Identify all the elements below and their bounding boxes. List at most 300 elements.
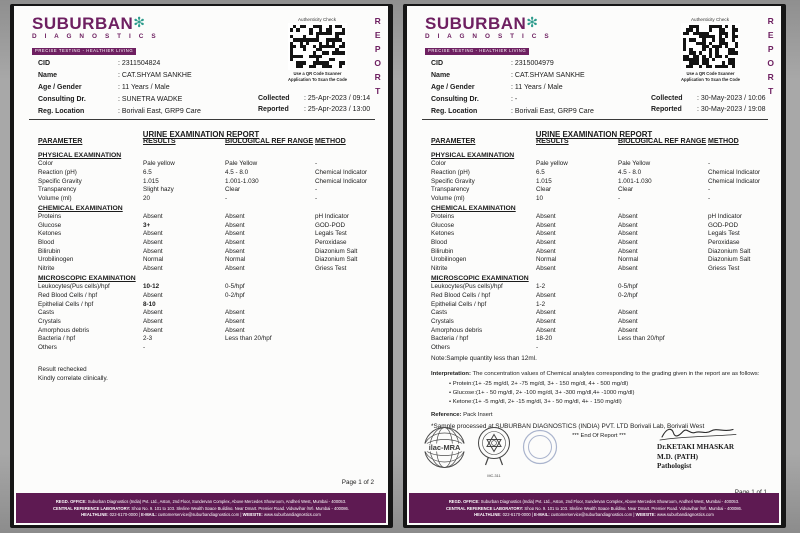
results-table (431, 151, 771, 353)
column-headers: PARAMETER RESULTS BIOLOGICAL REF RANGE METHOD (431, 137, 739, 145)
table-row (431, 335, 771, 344)
report-letter: R (374, 16, 381, 26)
table-cell: Clear (536, 186, 552, 194)
table-cell (618, 301, 708, 310)
age-value: : 11 Years / Male (118, 83, 170, 91)
table-row (431, 292, 771, 301)
table-row (38, 335, 378, 344)
table-cell: Leukocytes(Pus cells)/hpf (431, 283, 503, 291)
table-cell: Proteins (38, 213, 62, 221)
table-cell: 1.001-1.030 (618, 177, 652, 185)
table-cell: Epithelial Cells / hpf (38, 300, 94, 308)
report-vertical-label (767, 17, 774, 96)
table-cell: Diazonium Salt (708, 247, 751, 255)
info-row-doctor: Consulting Dr. : SUNETRA WADKE (38, 95, 183, 103)
sample-processed-line: *Sample processed at SUBURBAN DIAGNOSTICS (INDIA) PVT. LTD Borivali Lab, Borivali West (431, 423, 705, 431)
table-row (431, 195, 771, 204)
table-cell: Absent (143, 317, 163, 325)
table-cell: Absent (225, 309, 245, 317)
qr-code (290, 25, 345, 68)
table-row (38, 186, 378, 195)
page-footer (409, 493, 779, 523)
table-cell: Transparency (431, 186, 470, 194)
table-cell: 1.001-1.030 (225, 177, 259, 185)
table-cell: Absent (618, 213, 638, 221)
table-cell: Ketones (38, 230, 62, 238)
table-row (38, 195, 378, 204)
patient-info (431, 58, 594, 117)
table-cell: Bacteria / hpf (38, 335, 76, 343)
signature (657, 425, 739, 442)
table-cell: Normal (143, 256, 164, 264)
report-letter: E (767, 30, 774, 40)
table-cell: 0-2/hpf (225, 291, 245, 299)
table-row (38, 344, 378, 353)
table-cell: Normal (536, 256, 557, 264)
section-heading: PHYSICAL EXAMINATION (431, 152, 515, 159)
pathologist-signature-block (657, 425, 739, 472)
collected-value: : 30-May-2023 / 10:06 (697, 95, 766, 103)
table-row (38, 256, 378, 265)
footer-line: CENTRAL REFERENCE LABORATORY: Shop No. 9, 101 to 103, Skyline Wealth Space Building, Near Dmart, Premier Road, Vidyavihar (W), Mumbai - 400086. (445, 505, 742, 511)
table-cell: Absent (536, 239, 556, 247)
table-cell: - (315, 160, 318, 168)
sample-quantity-note: Note:Sample quantity less than 12ml. (431, 355, 537, 362)
report-letter: T (375, 86, 381, 96)
table-row (431, 265, 771, 274)
table-cell: 3+ (143, 221, 151, 229)
report-letter: O (767, 58, 774, 68)
table-cell: Legals Test (315, 230, 347, 238)
table-cell (708, 318, 771, 327)
table-row (38, 318, 378, 327)
collection-times: Collected : 30-May-2023 / 10:06 Reported : 30-May-2023 / 19:08 (651, 95, 766, 114)
table-cell: Absent (225, 221, 245, 229)
table-cell: Peroxidase (315, 239, 347, 247)
accreditation-seals (423, 426, 558, 478)
results-table (38, 151, 378, 353)
table-cell: Chemical Indicator (315, 168, 368, 176)
table-cell: Normal (225, 256, 246, 264)
table-cell: Absent (143, 239, 163, 247)
table-cell: pH Indicator (315, 213, 349, 221)
table-cell: Absent (618, 239, 638, 247)
table-row (38, 160, 378, 169)
table-cell: Chemical Indicator (708, 168, 761, 176)
flower-icon: ✻ (526, 14, 539, 30)
brand-name: SUBURBAN (425, 14, 527, 33)
table-cell: Others (431, 343, 450, 351)
table-row (431, 327, 771, 336)
table-cell: Absent (536, 291, 556, 299)
header-divider (29, 119, 375, 120)
table-cell: Absent (143, 309, 163, 317)
table-row (38, 248, 378, 257)
table-cell: - (536, 343, 539, 351)
lab-stamp (522, 429, 558, 465)
table-cell (708, 309, 771, 318)
report-letter: T (768, 86, 774, 96)
table-cell: Absent (618, 326, 638, 334)
report-letter: R (767, 72, 774, 82)
table-cell: Absent (536, 213, 556, 221)
table-cell: - (315, 186, 318, 194)
info-row-cid: CID : 2311504824 (38, 60, 161, 68)
table-row (38, 239, 378, 248)
table-cell: 10 (536, 195, 544, 203)
brand-name: SUBURBAN (32, 14, 134, 33)
brand-tagline: PRECISE TESTING - HEALTHIER LIVING (425, 48, 529, 55)
section-heading: MICROSCOPIC EXAMINATION (38, 274, 136, 282)
table-cell: Amorphous debris (38, 326, 90, 334)
table-cell: 0-2/hpf (618, 291, 638, 299)
table-cell (708, 301, 771, 310)
table-cell: 2-3 (143, 335, 153, 343)
table-cell: Pale Yellow (618, 160, 651, 168)
table-cell: Chemical Indicator (708, 177, 761, 185)
table-cell: Peroxidase (708, 239, 740, 247)
table-row (38, 301, 378, 310)
table-cell: 6.5 (536, 168, 545, 176)
page-footer (16, 493, 386, 523)
table-cell: Diazonium Salt (708, 256, 751, 264)
page-number: Page 1 of 2 (341, 479, 374, 486)
table-cell: Slight hazy (143, 186, 174, 194)
doctor-value: : - (511, 95, 518, 103)
table-row (431, 256, 771, 265)
report-vertical-label (374, 17, 381, 96)
table-cell: Casts (38, 309, 55, 317)
table-cell: Epithelial Cells / hpf (431, 300, 487, 308)
info-row-location: Reg. Location : Borivali East, GRP9 Care (431, 107, 594, 115)
interpretation-bullet: • Ketone:(1+ -5 mg/dl, 2+ -15 mg/dl, 3+ - 50 mg/dl, 4+ - 150 mg/dl) (431, 399, 767, 407)
report-letter: R (767, 16, 774, 26)
footer-line: HEALTHLINE: 022-6170-0000 | E-MAIL: customerservice@suburbandiagnostics.com | WEBSITE: www.suburbandiagnostics.com (81, 512, 321, 518)
table-row (38, 309, 378, 318)
table-cell (225, 344, 315, 353)
pathologist-name: Dr.KETAKI MHASKAR (657, 443, 735, 451)
table-cell: 1.015 (143, 177, 159, 185)
table-row (431, 222, 771, 231)
patient-info (38, 58, 201, 117)
table-cell: Pale yellow (143, 160, 175, 168)
table-cell: Urobilinogen (38, 256, 74, 264)
table-cell: Amorphous debris (431, 326, 483, 334)
table-cell: Griess Test (315, 265, 347, 273)
info-row-cid: CID : 2315004979 (431, 60, 554, 68)
table-row (431, 160, 771, 169)
table-cell: Pale Yellow (225, 160, 258, 168)
table-cell (315, 327, 378, 336)
table-cell: Absent (143, 247, 163, 255)
report-letter: P (374, 44, 381, 54)
age-value: : 11 Years / Male (511, 83, 563, 91)
section-heading: MICROSCOPIC EXAMINATION (431, 274, 529, 282)
table-row (431, 344, 771, 353)
table-cell: Nitrite (431, 265, 448, 273)
table-cell: Absent (536, 230, 556, 238)
table-cell: - (708, 160, 711, 168)
flower-icon: ✻ (133, 14, 146, 30)
table-cell: Less than 20/hpf (618, 335, 665, 343)
report-letter: P (767, 44, 774, 54)
table-row (38, 169, 378, 178)
table-cell: Others (38, 343, 57, 351)
table-cell: Absent (618, 317, 638, 325)
table-cell: - (143, 343, 146, 351)
table-cell: Absent (225, 317, 245, 325)
table-cell: Red Blood Cells / hpf (38, 291, 98, 299)
authenticity-label: Authenticity Check (690, 17, 730, 22)
footer-line: REGD. OFFICE: Suburban Diagnostics (India) Pvt. Ltd., Aston, 2nd Floor, Sundervan Complex, Above Mercedes Showroom, Andheri West, Mumbai - 400053. (55, 498, 347, 504)
table-cell: Bacteria / hpf (431, 335, 469, 343)
doctor-value: : SUNETRA WADKE (118, 95, 183, 103)
footer-line: CENTRAL REFERENCE LABORATORY: Shop No. 9, 101 to 103, Skyline Wealth Space Building, Near Dmart, Premier Road, Vidyavihar (W), Mumbai - 400086. (52, 505, 349, 511)
table-cell: Nitrite (38, 265, 55, 273)
table-cell: 20 (143, 195, 151, 203)
table-cell: Absent (143, 265, 163, 273)
table-row (431, 186, 771, 195)
table-cell: 10-12 (143, 283, 160, 291)
info-row-location: Reg. Location : Borivali East, GRP9 Care (38, 107, 201, 115)
footer-line: REGD. OFFICE: Suburban Diagnostics (India) Pvt. Ltd., Aston, 2nd Floor, Sundervan Complex, Above Mercedes Showroom, Andheri West, Mumbai - 400053. (448, 498, 740, 504)
table-row (38, 265, 378, 274)
table-cell: 0-5/hpf (618, 283, 638, 291)
table-cell: 1-2 (536, 300, 546, 308)
table-cell: Griess Test (708, 265, 740, 273)
table-cell: Color (38, 160, 54, 168)
table-row (431, 213, 771, 222)
table-cell: Blood (431, 239, 448, 247)
table-cell: Pale yellow (536, 160, 568, 168)
table-cell: Absent (618, 221, 638, 229)
table-cell (708, 335, 771, 344)
table-row (38, 292, 378, 301)
table-cell: Crystals (38, 317, 61, 325)
report-letter: O (374, 58, 381, 68)
footer-line: HEALTHLINE: 022-6170-0000 | E-MAIL: customerservice@suburbandiagnostics.com | WEBSITE: www.suburbandiagnostics.com (474, 512, 714, 518)
report-title: URINE EXAMINATION REPORT (142, 130, 260, 139)
brand-logo (425, 15, 552, 56)
table-cell: Normal (618, 256, 639, 264)
table-row (431, 230, 771, 239)
table-cell: Blood (38, 239, 55, 247)
table-cell (315, 301, 378, 310)
table-cell (708, 292, 771, 301)
nabl-seal-number: MC-311 (487, 474, 501, 478)
table-cell: Absent (225, 239, 245, 247)
info-row-doctor: Consulting Dr. : - (431, 95, 518, 103)
info-row-name: Name : CAT.SHYAM SANKHE (38, 72, 192, 80)
table-row (431, 309, 771, 318)
table-cell: Absent (225, 326, 245, 334)
table-cell: Crystals (431, 317, 454, 325)
table-cell (315, 344, 378, 353)
table-cell: Casts (431, 309, 448, 317)
table-cell: Volume (ml) (38, 195, 72, 203)
table-cell: Proteins (431, 213, 455, 221)
table-cell: - (618, 195, 621, 203)
brand-subtitle: D I A G N O S T I C S (425, 33, 552, 40)
table-cell: Absent (618, 265, 638, 273)
table-cell: Diazonium Salt (315, 256, 358, 264)
table-cell (315, 335, 378, 344)
section-heading: PHYSICAL EXAMINATION (38, 152, 122, 159)
report-letter: E (374, 30, 381, 40)
table-cell (708, 283, 771, 292)
table-cell: Clear (618, 186, 634, 194)
table-cell: Specific Gravity (431, 177, 475, 185)
cid-value: : 2311504824 (118, 60, 161, 68)
table-cell: Absent (143, 213, 163, 221)
table-cell: Absent (225, 247, 245, 255)
interpretation-bullets (431, 381, 767, 407)
table-cell: Absent (225, 213, 245, 221)
table-row (431, 248, 771, 257)
table-cell: 1-2 (536, 283, 546, 291)
collected-value: : 25-Apr-2023 / 09:14 (304, 95, 371, 103)
table-cell: 6.5 (143, 168, 152, 176)
table-cell: Absent (618, 247, 638, 255)
table-cell: Color (431, 160, 447, 168)
table-row (38, 213, 378, 222)
brand-tagline: PRECISE TESTING - HEALTHIER LIVING (32, 48, 136, 55)
table-cell (315, 292, 378, 301)
pathologist-role: Pathologist (657, 462, 692, 471)
table-cell: Absent (225, 265, 245, 273)
report-title: URINE EXAMINATION REPORT (535, 130, 653, 139)
info-row-age: Age / Gender : 11 Years / Male (431, 83, 563, 91)
table-row (431, 169, 771, 178)
table-row (431, 301, 771, 310)
table-cell: pH Indicator (708, 213, 742, 221)
report-page-1 (10, 4, 393, 528)
table-cell: GOD-POD (315, 221, 346, 229)
info-row-age: Age / Gender : 11 Years / Male (38, 83, 170, 91)
interpretation: Interpretation: The concentration values of Chemical analytes corresponding to the grading given in the report are as follows: (431, 371, 760, 378)
table-cell: Glucose (431, 221, 455, 229)
table-cell: Chemical Indicator (315, 177, 368, 185)
table-cell: 0-5/hpf (225, 283, 245, 291)
result-notes: Result rechecked Kindly correlate clinically. (38, 366, 108, 383)
table-row (38, 178, 378, 187)
qr-code (683, 25, 738, 68)
section-heading: CHEMICAL EXAMINATION (38, 204, 123, 212)
table-cell: Absent (143, 326, 163, 334)
pathologist-degree: M.D. (PATH) (657, 452, 699, 461)
report-page-2 (403, 4, 786, 528)
table-cell: Absent (143, 291, 163, 299)
table-row (38, 327, 378, 336)
table-cell: Bilirubin (431, 247, 454, 255)
table-cell: Legals Test (708, 230, 740, 238)
column-headers: PARAMETER RESULTS BIOLOGICAL REF RANGE METHOD (38, 137, 346, 145)
table-cell: Absent (618, 309, 638, 317)
table-cell: - (225, 195, 228, 203)
table-cell: Absent (536, 326, 556, 334)
cid-value: : 2315004979 (511, 60, 554, 68)
table-cell: Ketones (431, 230, 455, 238)
table-cell: Bilirubin (38, 247, 61, 255)
table-row (431, 239, 771, 248)
table-cell: Absent (536, 221, 556, 229)
info-row-name: Name : CAT.SHYAM SANKHE (431, 72, 585, 80)
name-value: : CAT.SHYAM SANKHE (118, 72, 192, 80)
nabl-seal (475, 426, 513, 478)
location-value: : Borivali East, GRP9 Care (511, 107, 594, 115)
table-cell: Absent (536, 317, 556, 325)
table-cell (708, 344, 771, 353)
table-cell: 1.015 (536, 177, 552, 185)
brand-logo (32, 15, 159, 56)
header-divider (422, 119, 768, 120)
table-cell: Volume (ml) (431, 195, 465, 203)
location-value: : Borivali East, GRP9 Care (118, 107, 201, 115)
table-row (38, 222, 378, 231)
table-cell: Diazonium Salt (315, 247, 358, 255)
table-cell: Absent (536, 265, 556, 273)
reported-value: : 30-May-2023 / 19:08 (697, 106, 766, 114)
table-cell (708, 327, 771, 336)
table-cell: 18-20 (536, 335, 553, 343)
interpretation-bullet: • Glucose:(1+ - 50 mg/dl, 2+ -100 mg/dl, 3+ -300 mg/dl,4+ -1000 mg/dl) (431, 390, 767, 398)
table-cell: Specific Gravity (38, 177, 82, 185)
table-row (431, 318, 771, 327)
table-row (38, 283, 378, 292)
table-cell: - (708, 186, 711, 194)
table-cell: Absent (225, 230, 245, 238)
brand-subtitle: D I A G N O S T I C S (32, 33, 159, 40)
table-cell: - (315, 195, 318, 203)
table-cell (618, 344, 708, 353)
table-cell: Urobilinogen (431, 256, 467, 264)
table-cell: Absent (143, 230, 163, 238)
svg-text:ilac-MRA: ilac-MRA (428, 442, 461, 452)
table-cell (315, 318, 378, 327)
table-cell: Reaction (pH) (38, 168, 77, 176)
table-cell: Absent (536, 309, 556, 317)
table-row (431, 283, 771, 292)
table-cell: Glucose (38, 221, 62, 229)
qr-caption: Use a QR Code Scanner Application To Scan the Code (287, 71, 347, 82)
name-value: : CAT.SHYAM SANKHE (511, 72, 585, 80)
report-letter: R (374, 72, 381, 82)
table-cell (315, 283, 378, 292)
authenticity-label: Authenticity Check (297, 17, 337, 22)
table-cell: Absent (536, 247, 556, 255)
table-cell: 4.5 - 8.0 (618, 168, 642, 176)
table-cell: - (708, 195, 711, 203)
end-of-report: *** End Of Report *** (572, 432, 626, 439)
table-cell: Leukocytes(Pus cells)/hpf (38, 283, 110, 291)
reference: Reference: Pack Insert (431, 411, 493, 418)
table-cell: Transparency (38, 186, 77, 194)
table-row (38, 230, 378, 239)
table-cell: Red Blood Cells / hpf (431, 291, 491, 299)
table-row (431, 178, 771, 187)
reported-value: : 25-Apr-2023 / 13:00 (304, 106, 371, 114)
table-cell: 8-10 (143, 300, 156, 308)
interpretation-bullet: • Protein:(1+ -25 mg/dl, 2+ -75 mg/dl, 3+ - 150 mg/dl, 4+ - 500 mg/dl) (431, 381, 767, 389)
table-cell (225, 301, 315, 310)
section-heading: CHEMICAL EXAMINATION (431, 204, 516, 212)
table-cell: GOD-POD (708, 221, 739, 229)
ilac-mra-seal (423, 426, 466, 469)
table-cell: Less than 20/hpf (225, 335, 272, 343)
table-cell: Absent (618, 230, 638, 238)
collection-times: Collected : 25-Apr-2023 / 09:14 Reported : 25-Apr-2023 / 13:00 (258, 95, 371, 114)
table-cell (315, 309, 378, 318)
